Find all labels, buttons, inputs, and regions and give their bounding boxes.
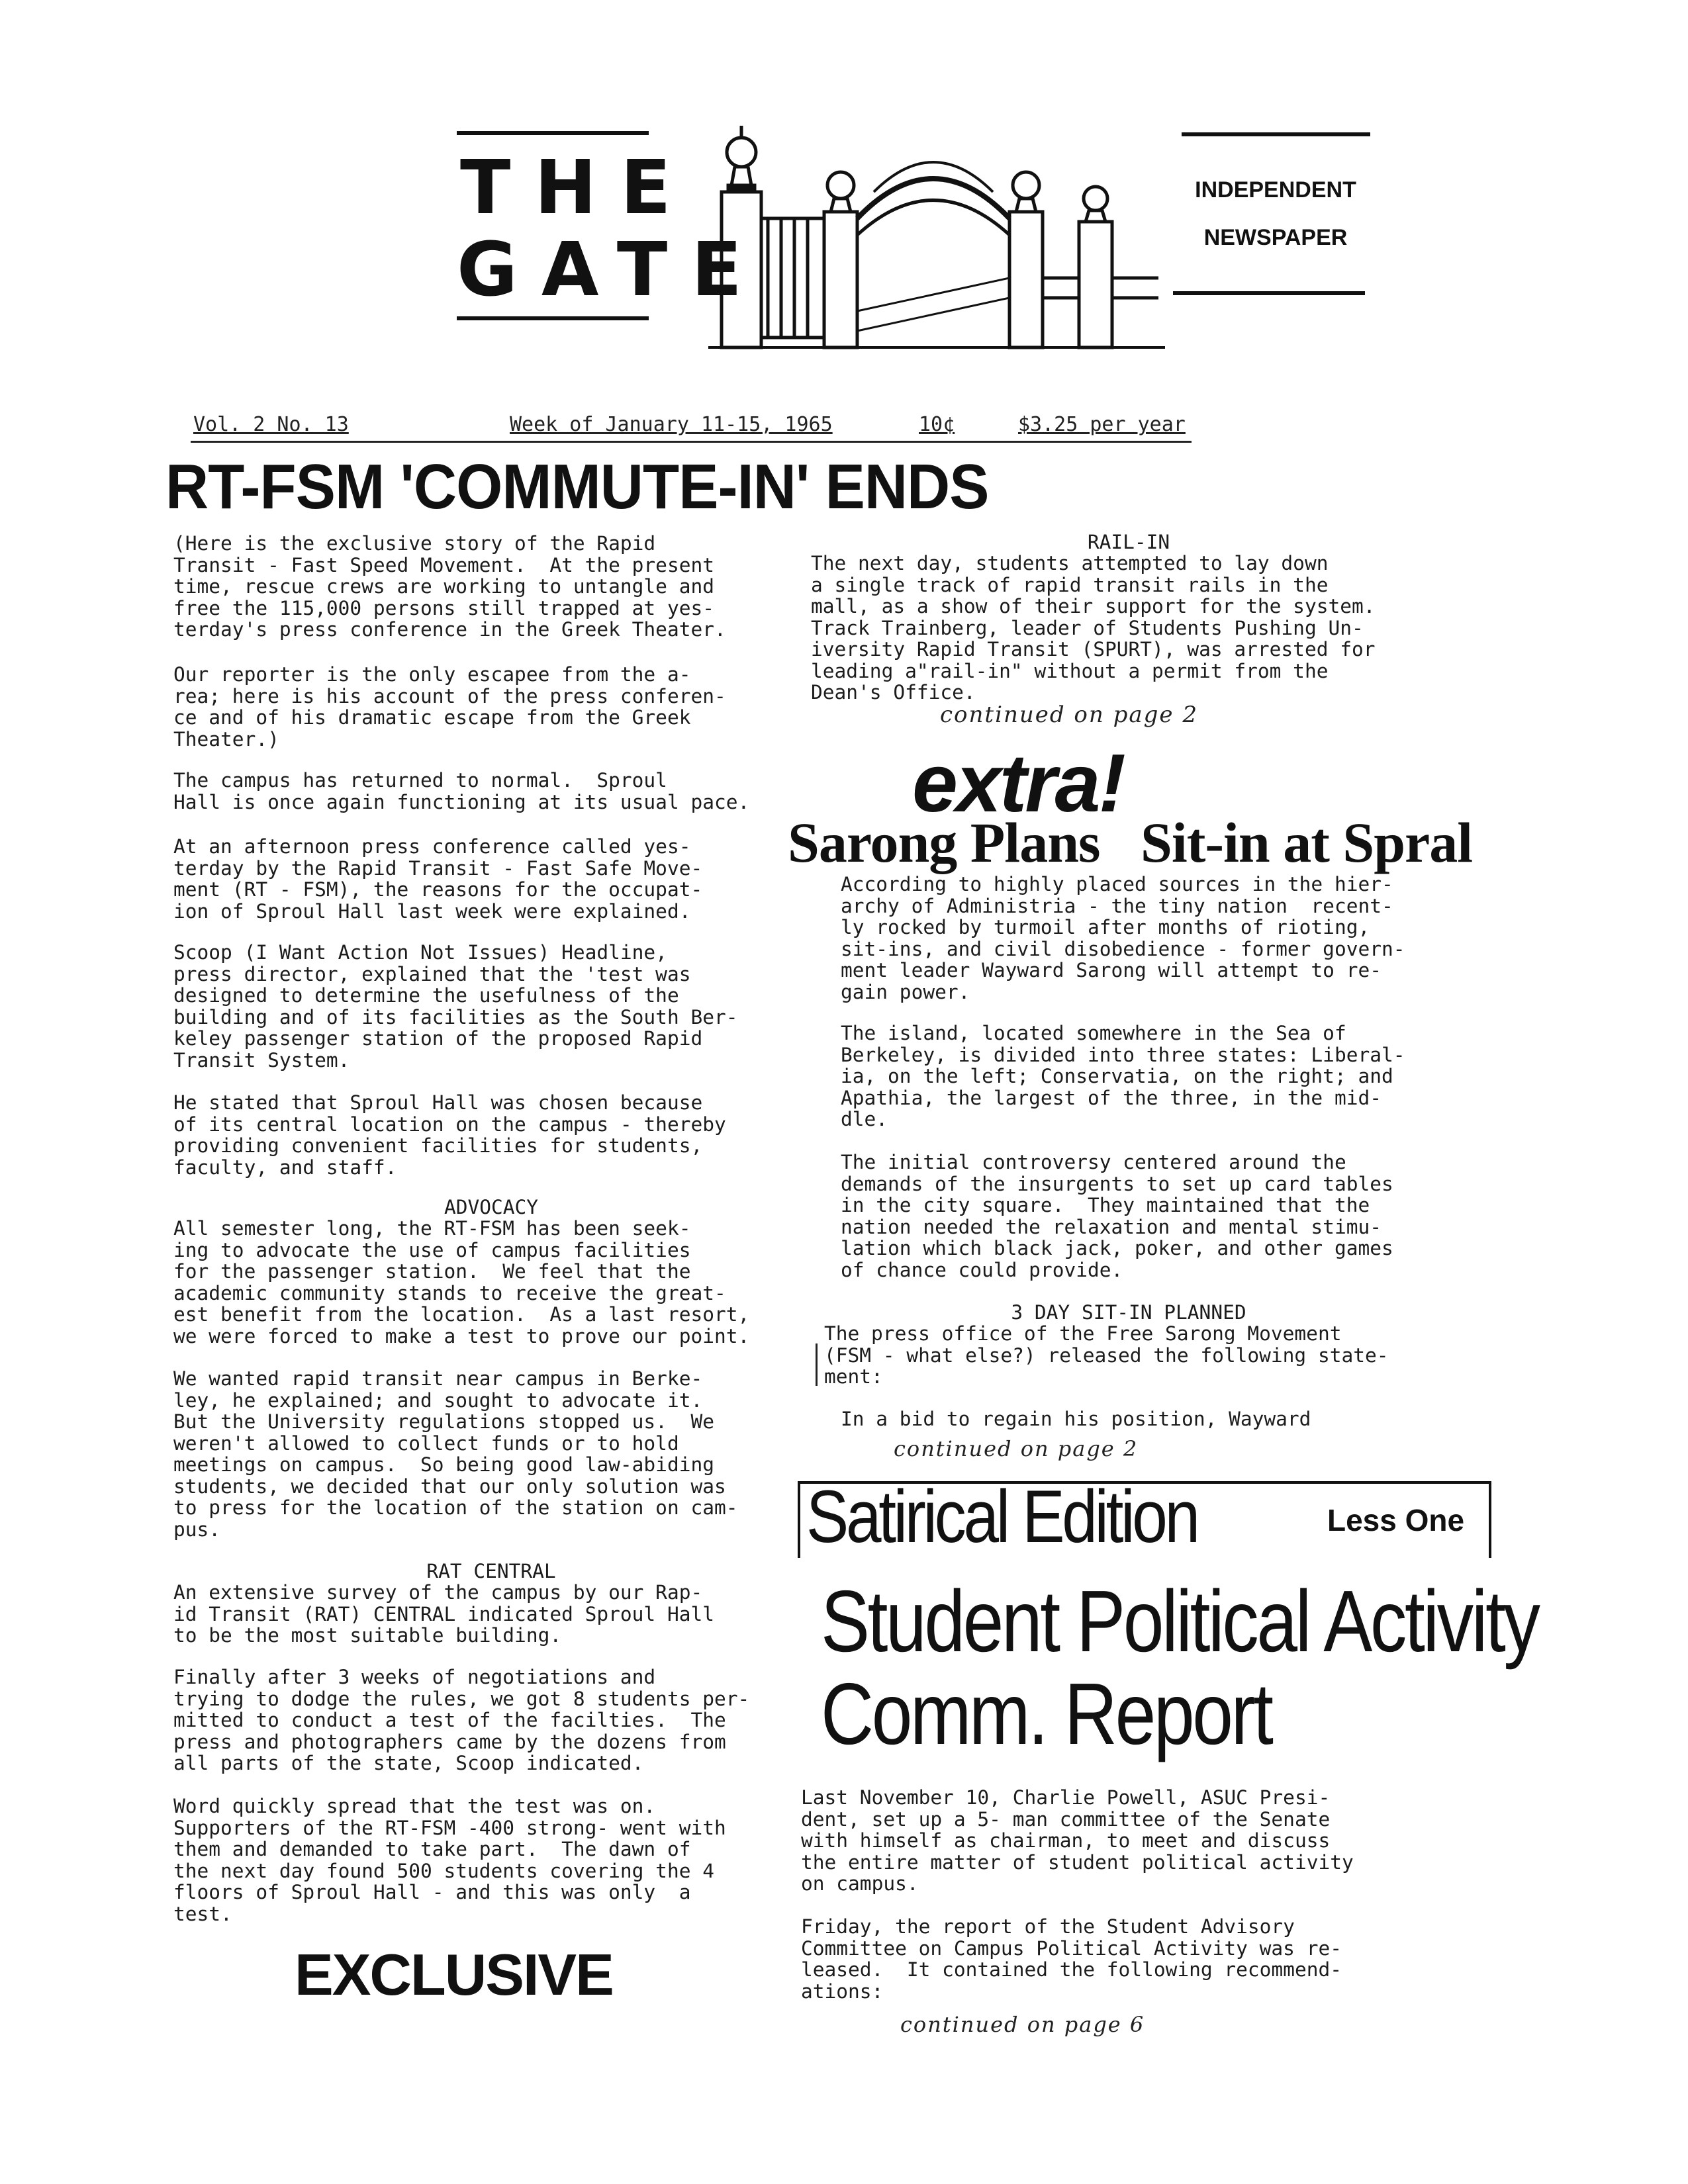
left-paragraph-2: Our reporter is the only escapee from the a- rea; here is his account of the press conferen- ce and of his dramatic escape from the Greek Theater.) — [173, 663, 726, 751]
dateline — [191, 410, 1192, 443]
sarong-headline-part-b: Sit-in at Spral — [1141, 811, 1473, 874]
sarong-paragraph-1: According to highly placed sources in the hier- archy of Administria - the tiny nation recent- ly rocked by turmoil after months of rioting, sit-ins, and civil disobedience - former govern- ment leader Wayward Sarong will attempt to re- gain power. — [841, 873, 1405, 1003]
left-paragraph-11: Word quickly spread that the test was on. Supporters of the RT-FSM -400 strong- went with them and demanded to take part. The dawn of the next day found 500 students covering the 4 floors of Sproul Hall - and this was only a test. — [173, 1795, 726, 1925]
bracket-mark — [816, 1343, 818, 1386]
main-headline: RT-FSM 'COMMUTE-IN' ENDS — [165, 451, 989, 522]
sarong-paragraph-4: The press office of the Free Sarong Movement (FSM - what else?) released the following state- ment: — [824, 1322, 1389, 1388]
left-paragraph-5: Scoop (I Want Action Not Issues) Headline, press director, explained that the 'test was designed to determine the usefulness of the building and of its facilities as the South Ber- keley passenger station of the proposed Rapid Transit System. — [173, 941, 738, 1071]
left-paragraph-9: An extensive survey of the campus by our Rap- id Transit (RAT) CENTRAL indicated Sproul Hall to be the most suitable building. — [173, 1581, 714, 1647]
less-one-label: Less One — [1327, 1503, 1465, 1537]
spac-headline: Student Political Activity Comm. Report — [821, 1572, 1538, 1762]
sarong-paragraph-5: In a bid to regain his position, Wayward — [841, 1408, 1311, 1430]
sather-gate-logo — [708, 113, 1165, 351]
masthead-rule-bottom-left — [457, 316, 649, 320]
subhead-rail-in: RAIL-IN — [1087, 531, 1170, 553]
masthead-title-gate: GATE — [457, 227, 766, 313]
left-paragraph-10: Finally after 3 weeks of negotiations and trying to dodge the rules, we got 8 students per- mitted to conduct a test of the facilties. The press and photographers came by the dozens from all parts of the state, Scoop indicated. — [173, 1666, 750, 1774]
continued-note-1: continued on page 2 — [940, 702, 1198, 728]
dateline-price: 10¢ — [919, 413, 955, 436]
extra-label: extra! — [912, 738, 1124, 829]
left-paragraph-3: The campus has returned to normal. Sproul Hall is once again functioning at its usual pace. — [173, 769, 750, 813]
dateline-volume: Vol. 2 No. 13 — [193, 413, 349, 436]
masthead-rule-bottom-right — [1173, 291, 1365, 295]
left-intro-paragraph: (Here is the exclusive story of the Rapid Transit - Fast Speed Movement. At the present time, rescue crews are working to untangle and free the 115,000 persons still trapped at yes- terday's press conference in the Greek Theater. — [173, 532, 726, 641]
report-paragraph-2: Friday, the report of the Student Advisory Committee on Campus Political Activity was re- leased. It contained the following recommend- ations: — [801, 1915, 1342, 2003]
left-paragraph-8: We wanted rapid transit near campus in Berke- ley, he explained; and sought to advocate it. But the University regulations stopped us. We weren't allowed to collect funds or to hold meetings on campus. So being good law-abiding students, we decided that our only solution was to press for the location of the station on cam- pus. — [173, 1367, 738, 1541]
masthead-tagline-newspaper: NEWSPAPER — [1203, 225, 1348, 250]
continued-note-2: continued on page 2 — [894, 1436, 1139, 1461]
subhead-sit-in-planned: 3 DAY SIT-IN PLANNED — [1011, 1301, 1246, 1324]
masthead-title-the: THE — [460, 145, 695, 231]
masthead-rule-top-right — [1182, 132, 1370, 136]
left-paragraph-4: At an afternoon press conference called yes- terday by the Rapid Transit - Fast Safe Move- ment (RT - FSM), the reasons for the occupat- ion of Sproul Hall last week were explained. — [173, 835, 703, 923]
sarong-paragraph-2: The island, located somewhere in the Sea of Berkeley, is divided into three states: Liberal- ia, on the left; Conservatia, on the right; and Apathia, the largest of the three, in the mid- dle. — [841, 1022, 1405, 1130]
masthead-rule-top-left — [457, 131, 649, 135]
left-paragraph-6: He stated that Sproul Hall was chosen because of its central location on the campus - thereby providing convenient facilities for students, faculty, and staff. — [173, 1091, 726, 1179]
sarong-headline-part-a: Sarong Plans — [788, 811, 1100, 874]
exclusive-label: EXCLUSIVE — [295, 1942, 613, 2007]
sarong-headline — [788, 811, 1473, 874]
left-paragraph-7: All semester long, the RT-FSM has been seek- ing to advocate the use of campus facilities for the passenger station. We feel that the academic community stands to receive the great- est benefit from the location. As a last resort, we were forced to make a test to prove our point. — [173, 1217, 750, 1347]
satirical-edition-title: Satirical Edition — [806, 1475, 1197, 1558]
right-rail-paragraph: The next day, students attempted to lay down a single track of rapid transit rails in the mall, as a show of their support for the system. Track Trainberg, leader of Students Pushing Un- iversity Rapid Transit (SPURT), was arrested for leading a"rail-in" without a permit from the Dean's Office. — [811, 552, 1376, 704]
dateline-subscription: $3.25 per year — [1018, 413, 1186, 436]
masthead-tagline-independent: INDEPENDENT — [1195, 177, 1356, 203]
report-paragraph-1: Last November 10, Charlie Powell, ASUC Presi- dent, set up a 5- man committee of the Senate with himself as chairman, to meet and discuss the entire matter of student political activity on campus. — [801, 1786, 1354, 1895]
subhead-advocacy: ADVOCACY — [444, 1196, 539, 1218]
dateline-week: Week of January 11-15, 1965 — [510, 413, 833, 436]
continued-note-3: continued on page 6 — [900, 2012, 1145, 2037]
sarong-paragraph-3: The initial controversy centered around the demands of the insurgents to set up card tables in the city square. They maintained that the nation needed the relaxation and mental stimu- lation which black jack, poker, and other games of chance could provide. — [841, 1151, 1393, 1281]
subhead-rat-central: RAT CENTRAL — [426, 1560, 556, 1582]
